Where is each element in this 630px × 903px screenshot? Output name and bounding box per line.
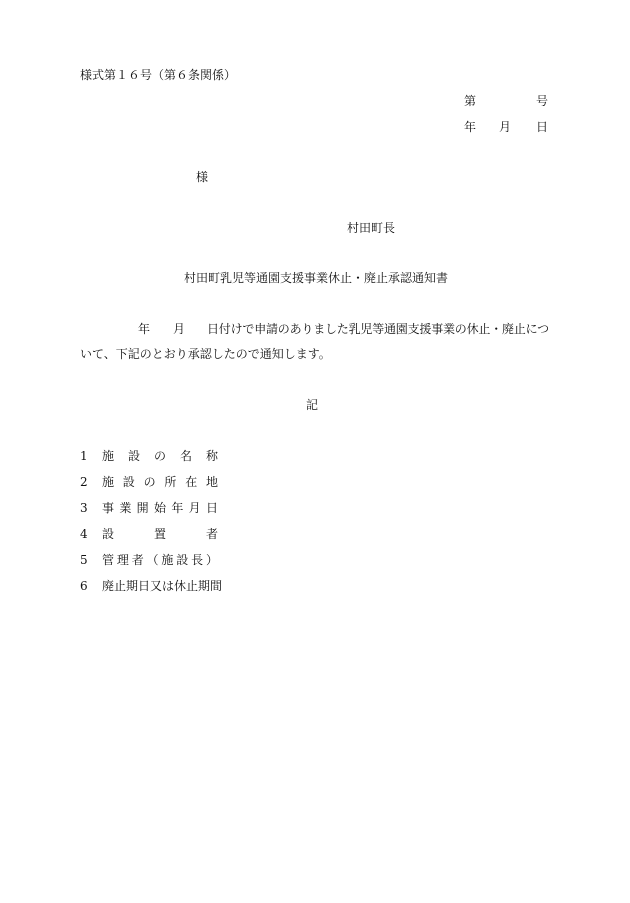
form-number: 様式第１６号（第６条関係） [80,68,237,82]
body-line1: 日付けで申請のありました乳児等通園支援事業の休止・廃止につ [207,322,549,336]
document-title: 村田町乳児等通園支援事業休止・廃止承認通知書 [184,271,449,285]
item-label: 設置者 [102,527,258,541]
doc-number-prefix: 第 [464,94,477,108]
item-number: 6 [80,579,88,593]
item-label: 施設の所在地 [102,475,227,489]
item-number: 2 [80,475,88,489]
item-number: 5 [80,553,88,567]
addressee-suffix: 様 [196,170,209,184]
body-year: 年 [138,322,151,336]
item-label: 事業開始年月日 [102,501,224,515]
item-label: 施設の名称 [102,449,233,463]
date-month: 月 [499,120,512,134]
doc-number-suffix: 号 [536,94,549,108]
body-line2: いて、下記のとおり承認したので通知します。 [80,347,331,361]
sender: 村田町長 [347,221,396,235]
ki-heading: 記 [306,398,319,412]
date-year: 年 [464,120,477,134]
item-label: 管理者（施設長） [102,553,221,567]
item-number: 3 [80,501,88,515]
item-label: 廃止期日又は休止期間 [102,579,223,593]
item-number: 4 [80,527,88,541]
body-month: 月 [173,322,186,336]
date-day: 日 [536,120,549,134]
item-number: 1 [80,449,88,463]
